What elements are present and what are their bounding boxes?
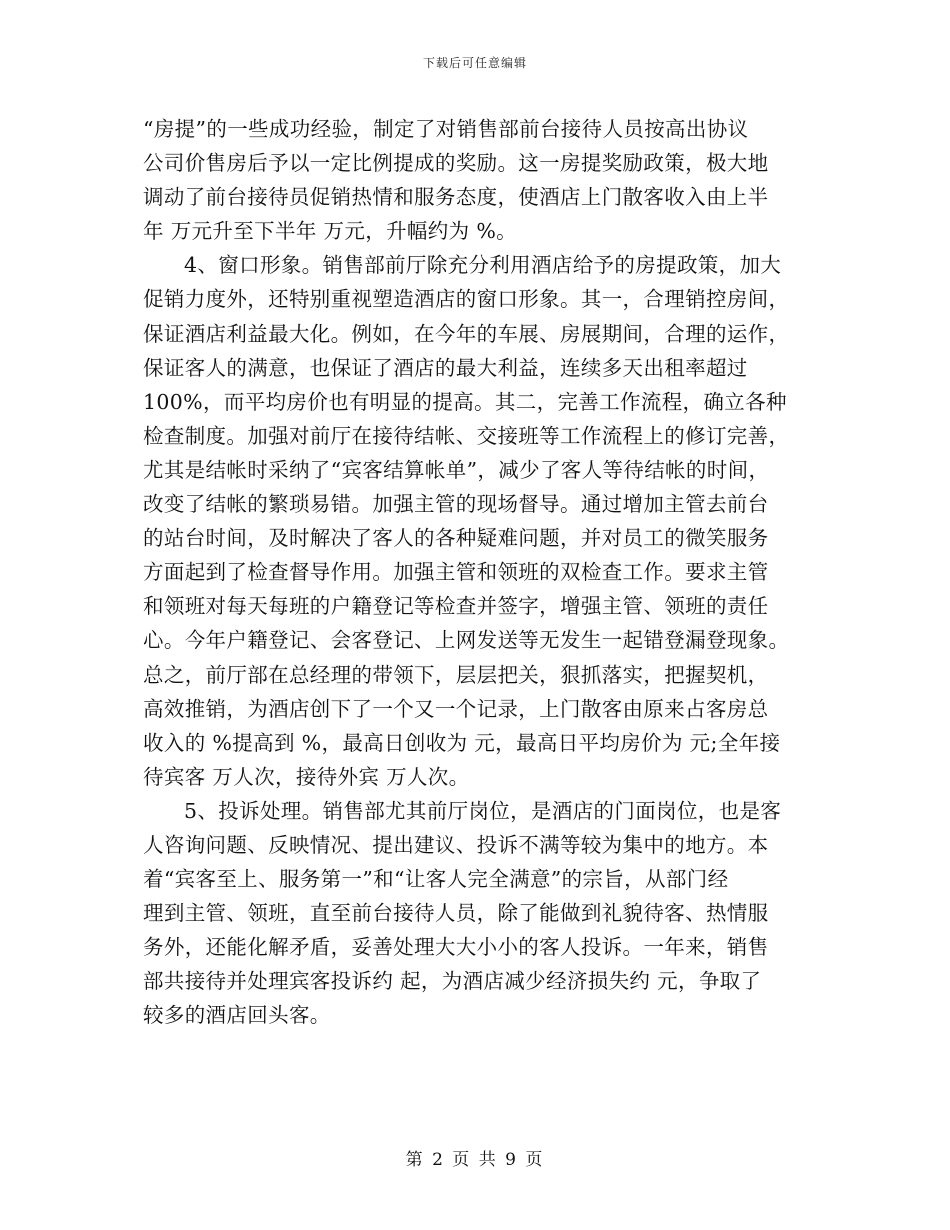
document-body [143,112,808,1033]
body-line: 促销力度外，还特别重视塑造酒店的窗口形象。其一，合理销控房间， [143,287,790,312]
body-line: 理到主管、领班，直至前台接待人员，除了能做到礼貌待客、热情服 [143,901,769,926]
body-line: 改变了结帐的繁琐易错。加强主管的现场督导。通过增加主管去前台 [143,492,769,517]
page-header: 下载后可任意编辑 [422,56,527,70]
paragraph-start-line: 5、投诉处理。销售部尤其前厅岗位，是酒店的门面岗位，也是客 [184,798,782,823]
body-line: 部共接待并处理宾客投诉约 起，为酒店减少经济损失约 元，争取了 [143,969,762,994]
body-line: 的站台时间，及时解决了客人的各种疑难问题，并对员工的微笑服务 [143,526,769,551]
body-line: 着“宾客至上、服务第一”和“让客人完全满意”的宗旨，从部门经 [143,867,729,892]
body-line: 务外，还能化解矛盾，妥善处理大大小小的客人投诉。一年来，销售 [143,935,769,960]
body-line: 人咨询问题、反映情况、提出建议、投诉不满等较为集中的地方。本 [143,832,769,857]
body-line: 心。今年户籍登记、会客登记、上网发送等无发生一起错登漏登现象。 [143,628,790,653]
body-line: “房提”的一些成功经验，制定了对销售部前台接待人员按高出协议 [143,117,749,141]
paragraph-start-line: 4、窗口形象。销售部前厅除充分利用酒店给予的房提政策，加大 [184,253,782,278]
body-line: 待宾客 万人次，接待外宾 万人次。 [143,764,470,789]
body-line: 检查制度。加强对前厅在接待结帐、交接班等工作流程上的修订完善， [143,423,790,448]
body-line: 公司价售房后予以一定比例提成的奖励。这一房提奖励政策，极大地 [143,151,769,176]
body-line: 高效推销，为酒店创下了一个又一个记录，上门散客由原来占客房总 [143,696,769,721]
body-line: 收入的 %提高到 %，最高日创收为 元，最高日平均房价为 元;全年接 [143,730,781,755]
body-line: 100%，而平均房价也有明显的提高。其二，完善工作流程，确立各种 [143,389,787,414]
body-line: 年 万元升至下半年 万元，升幅约为 %。 [143,219,518,244]
body-line: 总之，前厅部在总经理的带领下，层层把关，狠抓落实，把握契机， [143,662,769,687]
page-number-footer: 第 2 页 共 9 页 [405,1150,545,1170]
body-line: 调动了前台接待员促销热情和服务态度，使酒店上门散客收入由上半 [143,185,769,210]
body-line: 方面起到了检查督导作用。加强主管和领班的双检查工作。要求主管 [143,560,769,585]
body-line: 保证酒店利益最大化。例如，在今年的车展、房展期间，合理的运作， [143,321,790,346]
body-line: 较多的酒店回头客。 [143,1003,331,1028]
body-line: 保证客人的满意，也保证了酒店的最大利益，连续多天出租率超过 [143,355,748,380]
body-line: 和领班对每天每班的户籍登记等检查并签字，增强主管、领班的责任 [143,594,769,619]
body-line: 尤其是结帐时采纳了“宾客结算帐单”，减少了客人等待结帐的时间， [143,457,770,482]
